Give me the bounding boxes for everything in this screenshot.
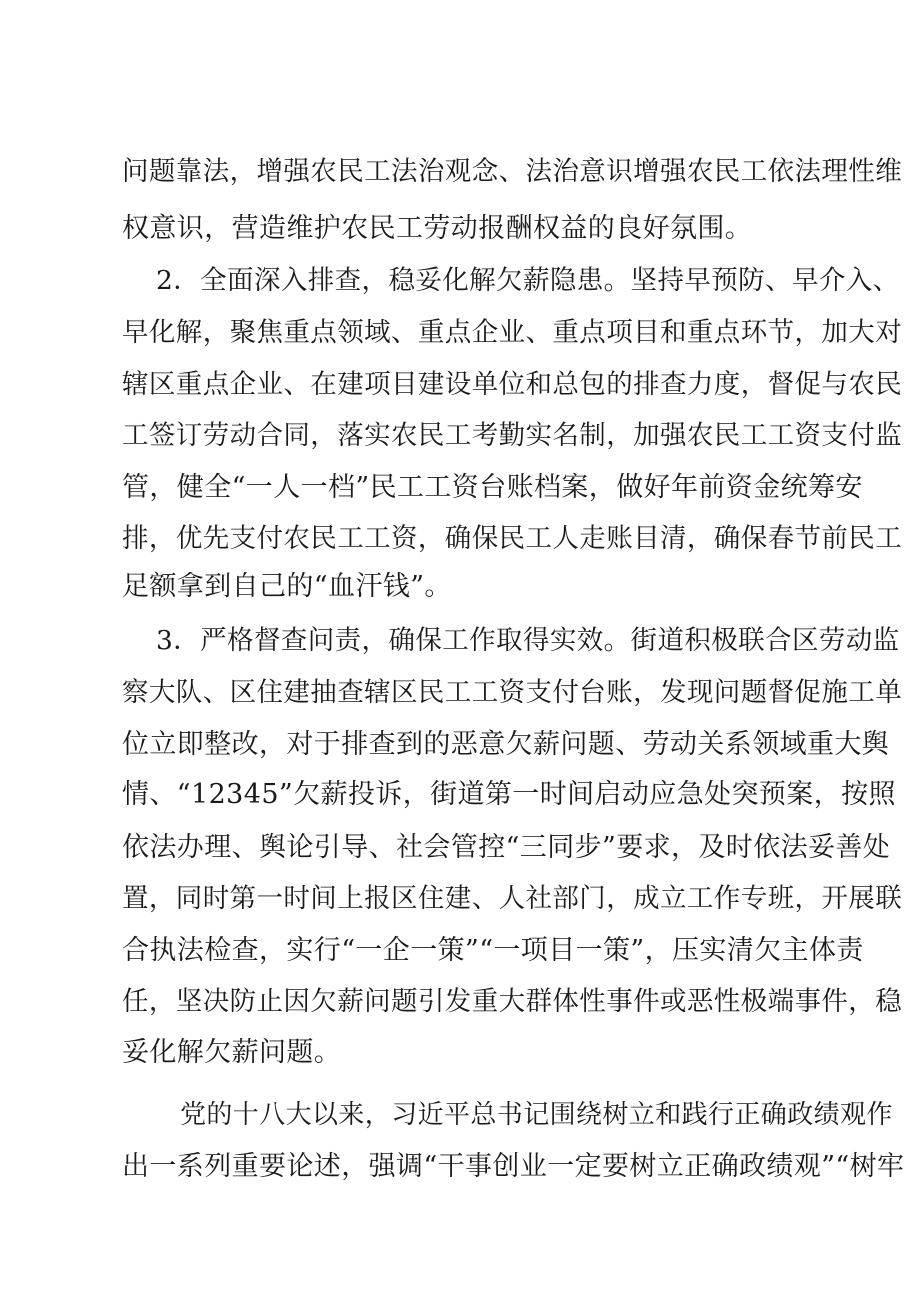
text-line: 党的十八大以来，习近平总书记围绕树立和践行正确政绩观作 — [180, 1100, 893, 1130]
text-line: 合执法检查，实行“一企一策”“一项目一策”，压实清欠主体责 — [122, 935, 864, 966]
text-line: 察大队、区住建抽查辖区民工工资支付台账，发现问题督促施工单 — [122, 677, 903, 708]
text-line: 排，优先支付农民工工资，确保民工人走账目清，确保春节前民工 — [122, 523, 903, 554]
text-line: 早化解，聚焦重点领域、重点企业、重点项目和重点环节，加大对 — [122, 317, 903, 348]
text-line: 工签订劳动合同，落实农民工考勤实名制，加强农民工工资支付监 — [122, 420, 903, 451]
text-line: 情、“12345”欠薪投诉，街道第一时间启动应急处突预案，按照 — [122, 779, 896, 810]
text-line: 妥化解欠薪问题。 — [122, 1037, 342, 1068]
text-line: 问题靠法，增强农民工法治观念、法治意识增强农民工依法理性维 — [122, 156, 903, 187]
text-line: 管，健全“一人一档”民工工资台账档案，做好年前资金统筹安 — [122, 472, 863, 503]
text-line: 位立即整改，对于排查到的恶意欠薪问题、劳动关系领域重大舆 — [122, 729, 890, 760]
text-line: 任，坚决防止因欠薪问题引发重大群体性事件或恶性极端事件，稳 — [122, 986, 903, 1017]
text-line: 出一系列重要论述，强调“干事创业一定要树立正确政绩观”“树牢 — [122, 1151, 905, 1182]
text-line: 2．全面深入排查，稳妥化解欠薪隐患。坚持早预防、早介入、 — [156, 265, 900, 296]
text-line: 依法办理、舆论引导、社会管控“三同步”要求，及时依法妥善处 — [122, 832, 891, 863]
text-line: 3．严格督查问责，确保工作取得实效。街道积极联合区劳动监 — [156, 625, 900, 656]
text-line: 置，同时第一时间上报区住建、人社部门，成立工作专班，开展联 — [122, 883, 903, 914]
text-line: 权意识，营造维护农民工劳动报酬权益的良好氛围。 — [122, 213, 753, 244]
text-line: 辖区重点企业、在建项目建设单位和总包的排查力度，督促与农民 — [122, 369, 903, 400]
text-line: 足额拿到自己的“血汗钱”。 — [122, 571, 452, 602]
